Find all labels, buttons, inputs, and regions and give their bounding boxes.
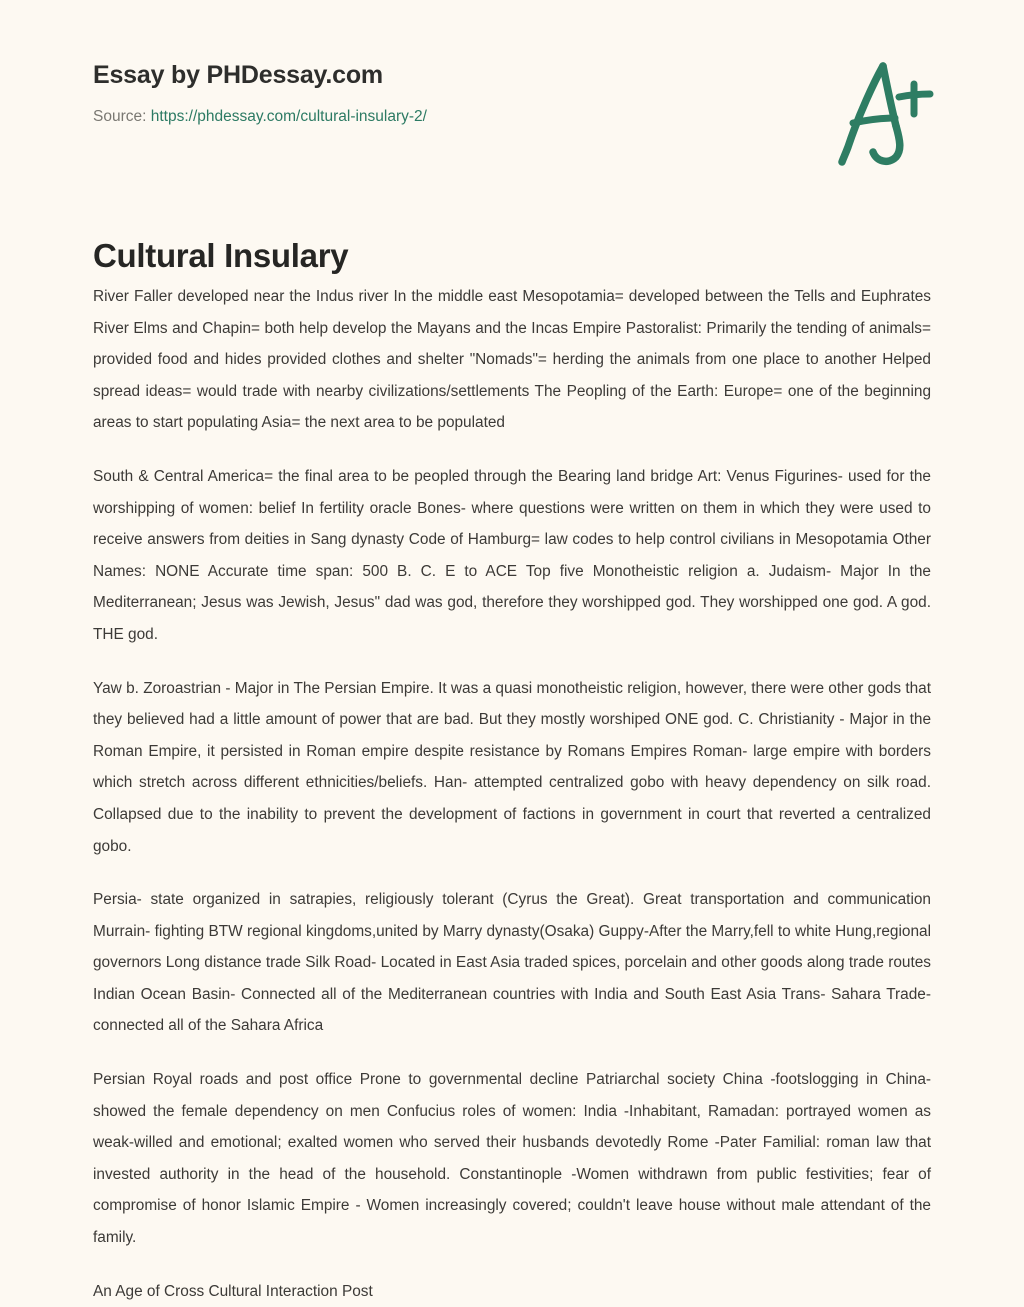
body-paragraph: An Age of Cross Cultural Interaction Post	[93, 1282, 373, 1300]
source-line	[93, 107, 944, 127]
body-paragraph: South & Central America= the final area to be peopled through the Bearing land bridge Art: Venus Figurines- used for the worshipping of women: belief In fertility oracle Bones- where questions were written on them in which they were used to receive answers from deities in Sang dynasty Code of Hamburg= law codes to help control civilians in Mesopotamia Other Names: NONE Accurate time span: 500 B. C. E to ACE Top five Monotheistic religion a. Judaism- Major In the Mediterranean; Jesus was Jewish, Jesus" dad was god, therefore they worshipped god. They worshipped one god. A god. THE god.	[93, 467, 931, 643]
source-url-link[interactable]: https://phdessay.com/cultural-insulary-2/	[150, 108, 427, 125]
body-paragraph: Persian Royal roads and post office Prone to governmental decline Patriarchal society China -footslogging in China- showed the female dependency on men Confucius roles of women: India -Inhabitant, Ramadan: portrayed women as weak-willed and emotional; exalted women who served their husbands devotedly Rome -Pater Familial: roman law that invested authority in the head of the household. Constantinople -Women withdrawn from public festivities; fear of compromise of honor Islamic Empire - Women increasingly covered; couldn't leave house without male attendant of the family.	[93, 1071, 931, 1247]
body-paragraph: River Faller developed near the Indus river In the middle east Mesopotamia= developed between the Tells and Euphrates River Elms and Chapin= both help develop the Mayans and the Incas Empire Pastoralist: Primarily the tending of animals= provided food and hides provided clothes and shelter "Nomads"= herding the animals from one place to another Helped spread ideas= would trade with nearby civilizations/settlements The Peopling of the Earth: Europe= one of the beginning areas to start populating Asia= the next area to be populated	[93, 288, 931, 432]
page-title: Cultural Insulary	[93, 237, 349, 275]
brand-title: Essay by PHDessay.com	[93, 61, 383, 89]
source-label: Source:	[93, 108, 147, 125]
body-paragraph: Persia- state organized in satrapies, religiously tolerant (Cyrus the Great). Great transportation and communication Murrain- fighting BTW regional kingdoms,united by Marry dynasty(Osaka) Guppy-After the Marry,fell to white Hung,regional governors Long distance trade Silk Road- Located in East Asia traded spices, porcelain and other goods along trade routes Indian Ocean Basin- Connected all of the Mediterranean countries with India and South East Asia Trans- Sahara Trade- connected all of the Sahara Africa	[93, 891, 931, 1035]
page-header	[93, 60, 944, 127]
essay-body	[93, 281, 931, 1307]
body-paragraph: Yaw b. Zoroastrian - Major in The Persian Empire. It was a quasi monotheistic religion, however, there were other gods that they believed had a little amount of power that are bad. But they mostly worshiped ONE god. C. Christianity - Major in the Roman Empire, it persisted in Roman empire despite resistance by Romans Empires Roman- large empire with borders which stretch across different ethnicities/beliefs. Han- attempted centralized gobo with heavy dependency on silk road. Collapsed due to the inability to prevent the development of factions in government in court that reverted a centralized gobo.	[93, 679, 931, 855]
a-plus-logo-icon	[826, 52, 946, 167]
a-plus-logo	[826, 52, 946, 167]
